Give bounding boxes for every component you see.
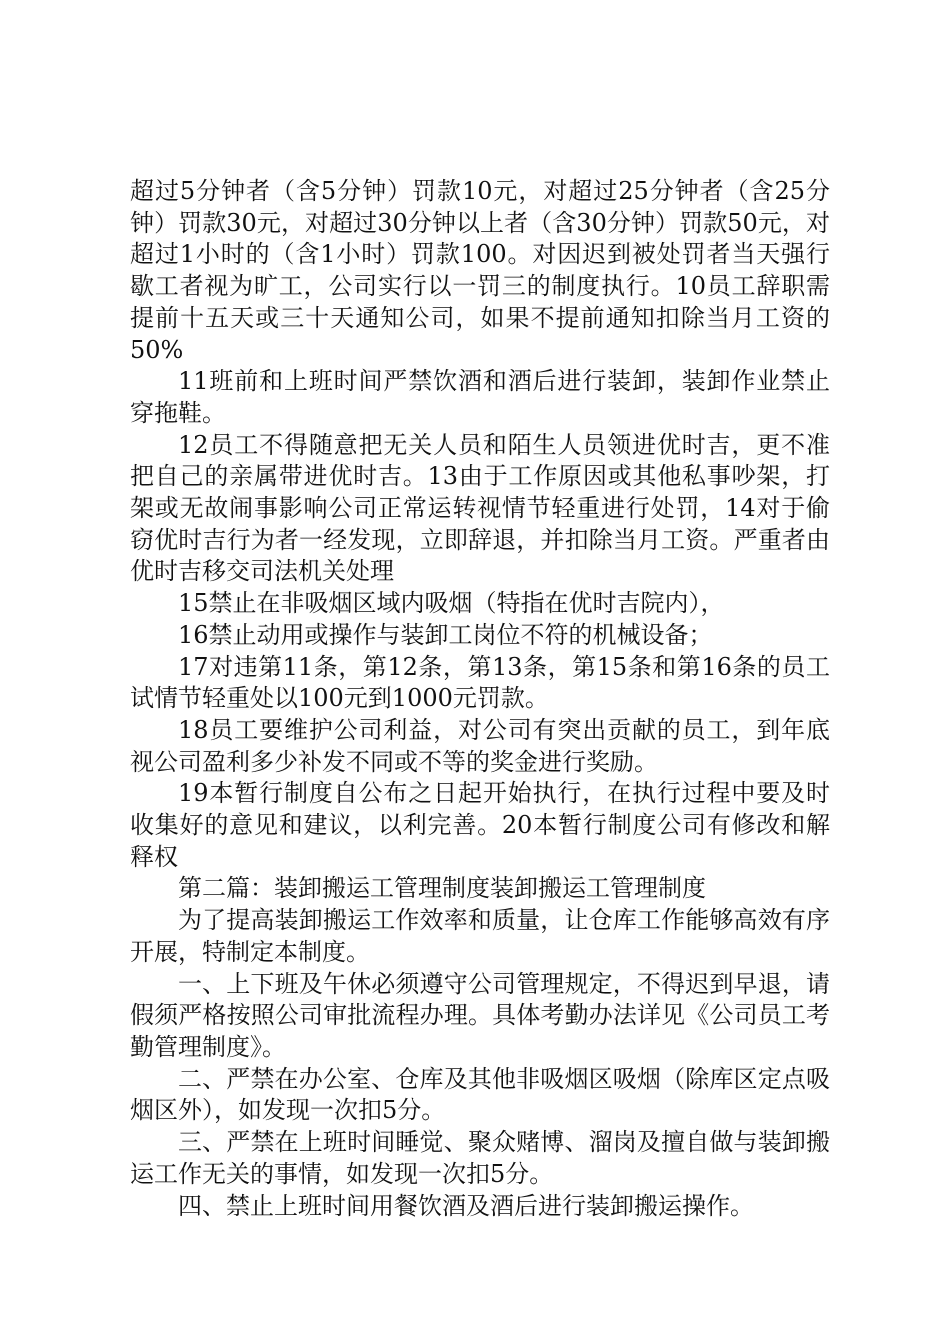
paragraph-10: 为了提高装卸搬运工作效率和质量，让仓库工作能够高效有序开展，特制定本制度。: [130, 906, 830, 966]
paragraph-14: 四、禁止上班时间用餐饮酒及酒后进行装卸搬运操作。: [178, 1191, 754, 1220]
paragraph-12: 二、严禁在办公室、仓库及其他非吸烟区吸烟（除库区定点吸烟区外），如发现一次扣5分。: [130, 1064, 830, 1125]
paragraph-11: 一、上下班及午休必须遵守公司管理规定，不得迟到早退，请假须严格按照公司审批流程办理。具体考勤办法详见《公司员工考勤管理制度》。: [130, 969, 830, 1061]
paragraph-6: 17对违第11条，第12条，第13条，第15条和第16条的员工试情节轻重处以100元到1000元罚款。: [130, 652, 830, 713]
paragraph-4: 15禁止在非吸烟区域内吸烟（特指在优时吉院内），: [178, 589, 725, 618]
paragraph-8: 19本暂行制度自公布之日起开始执行，在执行过程中要及时收集好的意见和建议，以利完善。20本暂行制度公司有修改和解释权: [130, 779, 830, 871]
paragraph-7: 18员工要维护公司利益，对公司有突出贡献的员工，到年底视公司盈利多少补发不同或不等的奖金进行奖励。: [130, 715, 830, 776]
section-heading: 第二篇：装卸搬运工管理制度装卸搬运工管理制度: [178, 874, 706, 903]
paragraph-2: 11班前和上班时间严禁饮酒和酒后进行装卸，装卸作业禁止穿拖鞋。: [130, 367, 830, 427]
document-body: [130, 176, 830, 1222]
paragraph-3: 12员工不得随意把无关人员和陌生人员领进优时吉，更不准把自己的亲属带进优时吉。13由于工作原因或其他私事吵架，打架或无故闹事影响公司正常运转视情节轻重进行处罚，14对于偷窃优时吉行为者一经发现，立即辞退，并扣除当月工资。严重者由优时吉移交司法机关处理: [130, 430, 830, 586]
paragraph-13: 三、严禁在上班时间睡觉、聚众赌博、溜岗及擅自做与装卸搬运工作无关的事情，如发现一次扣5分。: [130, 1128, 830, 1188]
paragraph-1: 超过5分钟者（含5分钟）罚款10元，对超过25分钟者（含25分钟）罚款30元，对超过30分钟以上者（含30分钟）罚款50元，对超过1小时的（含1小时）罚款100。对因迟到被处罚者当天强行歇工者视为旷工，公司实行以一罚三的制度执行。10员工辞职需提前十五天或三十天通知公司，如果不提前通知扣除当月工资的50%: [130, 177, 830, 364]
paragraph-5: 16禁止动用或操作与装卸工岗位不符的机械设备；: [178, 620, 713, 649]
